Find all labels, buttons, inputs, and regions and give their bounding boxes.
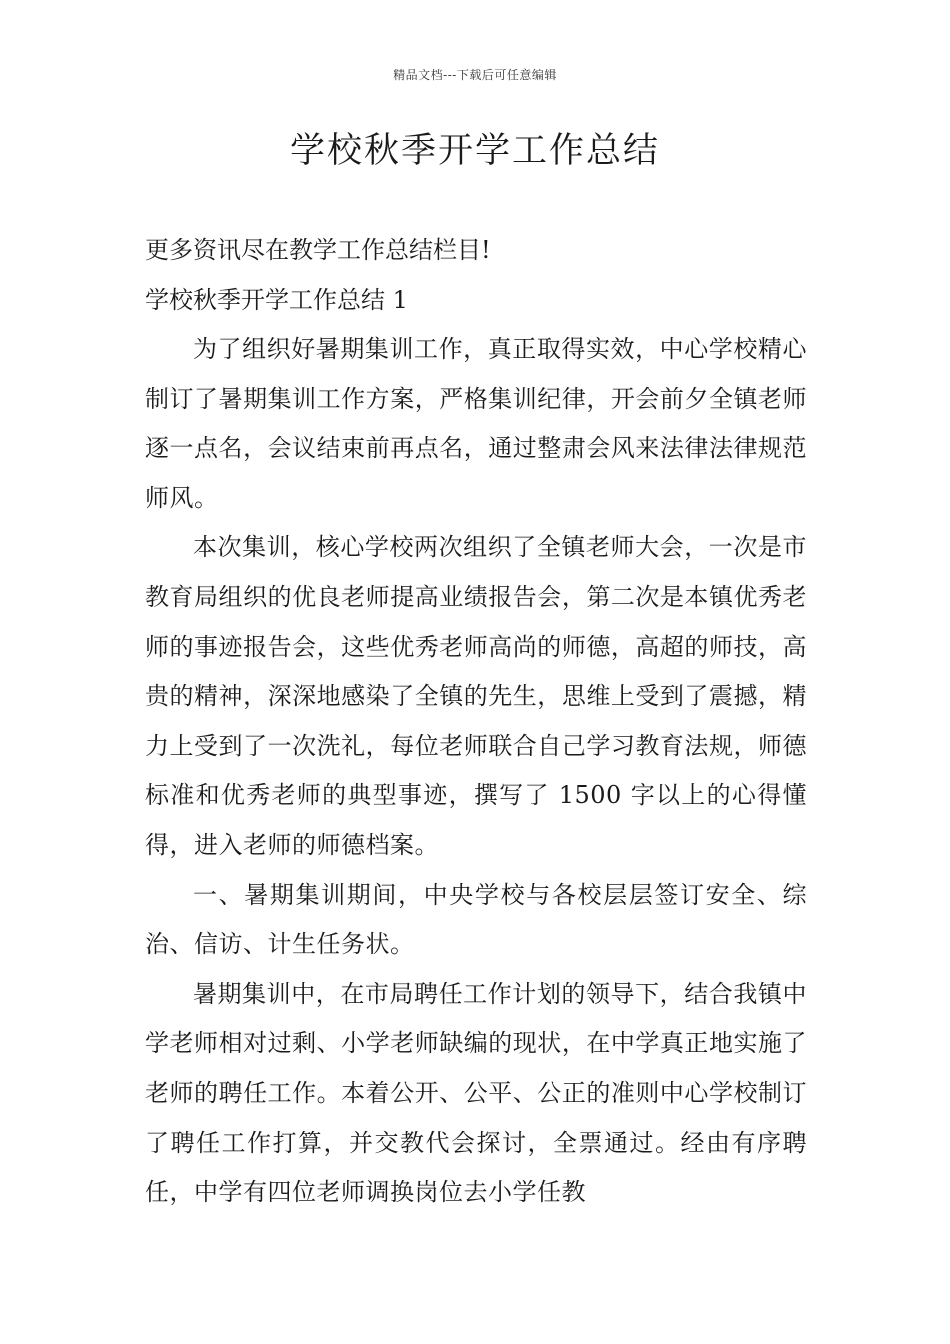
document-title: 学校秋季开学工作总结 [289,131,660,171]
intro-line: 更多资讯尽在教学工作总结栏目! [145,236,491,264]
section-heading: 学校秋季开学工作总结 1 [145,286,408,314]
document-body [145,225,807,1218]
body-paragraph: 暑期集训中，在市局聘任工作计划的领导下，结合我镇中学老师相对过剩、小学老师缺编的现状，在中学真正地实施了老师的聘任工作。本着公开、公平、公正的准则中心学校制订了聘任工作打算，并交教代会探讨，全票通过。经由有序聘任，中学有四位老师调换岗位去小学任教 [145,979,807,1207]
body-paragraph: 一、暑期集训期间，中央学校与各校层层签订安全、综治、信访、计生任务状。 [145,880,807,959]
body-paragraph: 本次集训，核心学校两次组织了全镇老师大会，一次是市教育局组织的优良老师提高业绩报告会，第二次是本镇优秀老师的事迹报告会，这些优秀老师高尚的师德，高超的师技，高贵的精神，深深地感染了全镇的先生，思维上受到了震撼，精力上受到了一次洗礼，每位老师联合自己学习教育法规，师德标准和优秀老师的典型事迹，撰写了 1500 字以上的心得懂得，进入老师的师德档案。 [145,533,807,859]
page-header-watermark: 精品文档---下载后可任意编辑 [393,68,557,82]
body-paragraph: 为了组织好暑期集训工作，真正取得实效，中心学校精心制订了暑期集训工作方案，严格集训纪律，开会前夕全镇老师逐一点名，会议结束前再点名，通过整肃会风来法律法律规范师风。 [145,335,807,512]
